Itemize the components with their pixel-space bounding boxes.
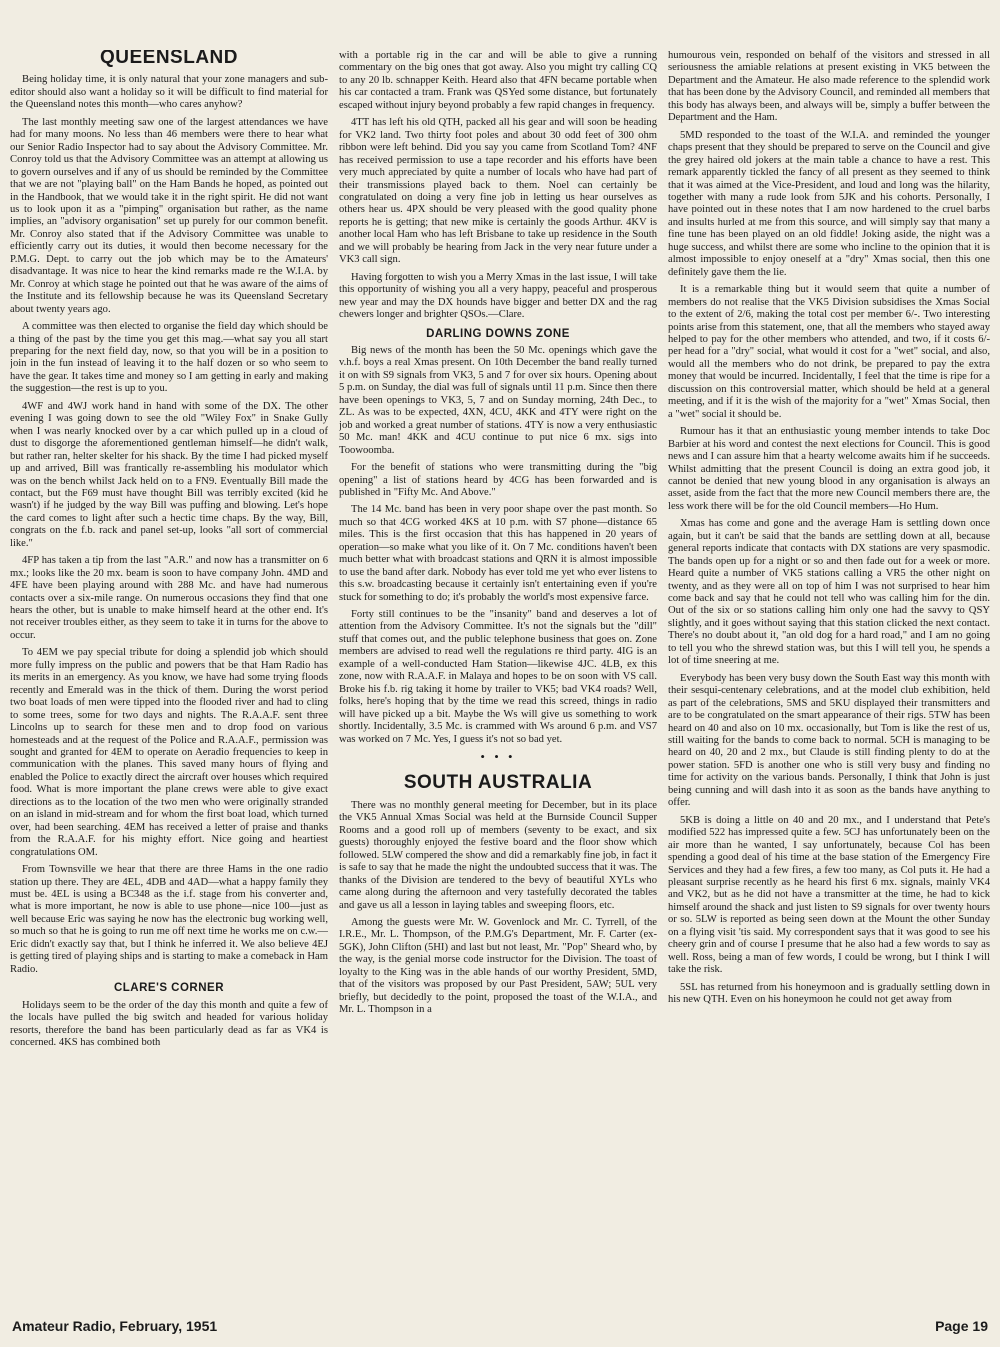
- paragraph: Everybody has been very busy down the South East way this month with their sesqui-centenary celebrations, and at the model club exhibition, held as part of the celebrations, 5MS and 5KU displayed their transmitters and are to be congratulated on the smart appearance of their rigs. 5TW has been heard on 40 and also on 10 mx. occasionally, but Tom is like the rest of us, still waiting for the bands to come back to normal. 5CH is managing to be heard on 40, 20 and 2 mx., but Claude is still finding plenty to do at the power station. 5FD is another one who is still very busy and finding no time for activity on the various bands. Personally, I think that John is just being cunning and will dash into it as soon as the bands have anything to offer.: [668, 672, 990, 809]
- paragraph: To 4EM we pay special tribute for doing a splendid job which should more fully impress on the public and powers that be that Ham Radio has its merits in an emergency. As you know, we have had some trying floods recently and Emerald was in the thick of them. During the worst period two boat loads of men were tipped into the flooded river and had to cling to some trees, some for two days and nights. The R.A.A.F. sent three Lincolns up to search for these men and to drop food on various homesteads and at the request of the Police and R.A.A.F., permission was sought and granted for 4EM to operate on Aeradio frequencies to keep in communication with the planes. This saved many hours of flying and enabled the Police to exactly direct the aircraft over houses which required food. What is more important the plane crews were able to give exact directions as to the location of the two men who were originally stranded on an island in mid-stream and for whom the first boat load, which turned over, had been searching. 4EM has received a letter of praise and thanks from the R.A.A.F. for his mighty effort. Nice going and heartiest congratulations OM.: [10, 647, 328, 858]
- paragraph: 5MD responded to the toast of the W.I.A. and reminded the younger chaps present that they should be prepared to serve on the Council and give the grey haired old jokers at the main table a chance to have a rest. This remark apparently tickled the fancy of all present as they seemed to think that it was aimed at the Vice-President, and loud and long was the hilarity, together with many a rude look from 5JK and his cohorts. Personally, I have pointed out in these notes that I am now hardened to the cruel barbs and insults hurled at me from this source, and will simply say that many a fine tune has been played on an old fiddle! Joking aside, the night was a huge success, and whilst there are some who incline to the opinion that it is almost impossible to enjoy oneself at a "dry" Xmas social, then this one definitely gave them the lie.: [668, 129, 990, 278]
- section-heading-queensland: QUEENSLAND: [99, 50, 238, 68]
- subheading-darling-downs-zone: DARLING DOWNS ZONE: [426, 327, 570, 340]
- paragraph: with a portable rig in the car and will be able to give a running commentary on the big ones that got away. Also you might try calling CQ to any 20 lb. schnapper Keith. Heard also that 4FN became portable when his car contacted a tram. Frank was QSYed some distance, but fortunately escaped without injury beyond probably a few rapid changes in frequency.: [339, 50, 657, 111]
- section-heading-south-australia: SOUTH AUSTRALIA: [403, 772, 593, 794]
- column-3: [668, 50, 990, 1315]
- paragraph: Being holiday time, it is only natural that your zone managers and sub-editor should also want a holiday so it will be difficult to find material for the Queensland notes this month—who cares anyhow?: [10, 74, 328, 111]
- paragraph: 5KB is doing a little on 40 and 20 mx., and I understand that Pete's modified 522 has impressed quite a few. 5CJ has unfortunately been on the air more than he wanted, I say unfortunately, because Col has been spending a good deal of his time at the base station of the Emergency Fire Services and they had a few fires, a few too many, as Col puts it. He had a pleasant surprise recently as he heard his first 6 mx. signals, mainly VK4 and VK2, but as he did not have a transmitter at the time, he had to kick himself around the shack and just listen to S9 signals for over twenty hours or so. 5LW is reported as being seen down at the Mount the other Sunday on a flying visit 'tis said. My correspondent says that it was good to see his cheery grin and of course I presume that he also had a few words to say as well. Ross, being a man of few words, I could be wrong, but I think I will take the risk.: [668, 814, 990, 976]
- column-1: [10, 50, 328, 1315]
- paragraph: 4TT has left his old QTH, packed all his gear and will soon be heading for VK2 land. Two thirty foot poles and about 30 odd feet of 300 ohm ribbon were left behind. Did you say you came from Scotland Tom? 4NF has received permission to use a tape recorder and his efforts have been very much appreciated by quite a number of locals who have had part of their transmissions played back to them. Noel can certainly be congratulated on doing a very fine job in letting us hear ourselves as others hear us. 4PX should be very pleased with the good quality phone reports he is getting; that new mike is certainly the goods Arthur. 4KV is another local Ham who has left Brisbane to take up residence in the South and we will probably be hearing from Jack in the very near future under a VK3 call sign.: [339, 117, 657, 266]
- paragraph: There was no monthly general meeting for December, but in its place the VK5 Annual Xmas Social was held at the Burnside Council Supper Rooms and a good roll up of members (seventy to be exact, and six guests) thoroughly enjoyed the festive board and the floor show which followed. 5LW compered the show and did a remarkably fine job, in fact it is safe to say that he made the night the undoubted success that it was. The thanks of the Division are tendered to the bevy of beautiful XYLs who came along during the afternoon and very tastefully decorated the tables and gave us all a lesson in laying tables and sweeping floors, etc.: [339, 799, 657, 911]
- paragraph: It is a remarkable thing but it would seem that quite a number of members do not realise that the VK5 Division subsidises the Xmas Social to the extent of 2/6, making the total cost per member 6/-. Two interesting points arise from this statement, one, that all the members who stayed away helped to pay for the other members who attended, and two, if it costs 6/- per head for a "dry" social, what would it cost for a "wet" social, and also, would all the members who do not drink, be prepared to pay the extra money that would be incurred. Incidentally, I feel that the time is ripe for a discussion on this controversial matter, which should be held at a general meeting, and if it is the wish of the majority for a "wet" Xmas Social, then a "wet" social it should be.: [668, 284, 990, 420]
- publication-info: Amateur Radio, February, 1951: [12, 1318, 218, 1334]
- column-2: [339, 50, 657, 1315]
- paragraph: Forty still continues to be the "insanity" band and deserves a lot of attention from the Advisory Committee. It's not the signals but the "dill" stuff that comes out, and the public telephone business that goes on. Zone members are advised to read well the regulations re third party. 4IG is an example of a well-conducted Ham Station—likewise 4JC. 4LB, ex this zone, now with R.A.A.F. in Malaya and hopes to be on soon with VS call. Broke his f.b. rig taking it home by trailer to VK5; bad VK4 roads? Well, folks, here's hoping that by the time we read this screed, things in radio will have picked up a bit. Maybe the Ws will give us something to work shortly. Incidentally, 3.5 Mc. is crammed with Ws around 6 p.m. and VS7 was worked on 7 Mc. Yes, I guess it's not so bad yet.: [339, 609, 657, 745]
- paragraph: The last monthly meeting saw one of the largest attendances we have had for many moons. No less than 46 members were there to hear what our Senior Radio Inspector had to say about the Advisory Committee. Mr. Conroy told us that the Advisory Committee was an attempt at allowing us to govern ourselves and if any of us should be reminded by the Committee that we are not "playing ball" on the Ham Bands he hoped, as pointed out in the Handbook, that we would take it in the right spirit. He did not want us to look upon it as a "pimping" organisation but rather, as the name implies, an "advisory organisation" set up purely for our common benefit. Mr. Conroy also stated that if the Advisory Committee was unable to efficiently carry out its duties, it would then become necessary for the P.M.G. Dept. to carry out the job which may be to the Amateurs' disadvantage. It was nice to hear the kind remarks made re the W.I.A. by Mr. Conroy at which stage he pointed out that he was aware of the aims of the Institute and its fellowship because he was its Queensland Secretary about twenty years ago.: [10, 116, 328, 315]
- paragraph: Having forgotten to wish you a Merry Xmas in the last issue, I will take this opportunity of wishing you all a very happy, peaceful and prosperous new year and may the DX hounds have bigger and better DX and the rag chewers longer and brighter QSOs.—Clare.: [339, 271, 657, 321]
- paragraph: Rumour has it that an enthusiastic young member intends to take Doc Barbier at his word and contest the next elections for Council. This is good news and I can assure him that a hearty welcome awaits him if he succeeds. Whilst admitting that the present Council is doing an extra good job, it cannot be denied that new young blood in any organisation is always an asset, aside from the fact that the more new Council members there are, the less work there will be for the old Council members—Ho Hum.: [668, 426, 990, 512]
- paragraph: Holidays seem to be the order of the day this month and quite a few of the locals have pulled the big switch and headed for various holiday resorts, therefore the band has been particularly dead as far as VK4 is concerned. 4KS has combined both: [10, 999, 328, 1048]
- subheading-clares-corner: CLARE'S CORNER: [113, 982, 225, 995]
- paragraph: The 14 Mc. band has been in very poor shape over the past month. So much so that 4CG worked 4KS at 10 p.m. with S7 phone—distance 65 miles. This is the first occasion that this has happened in 20 years of operation—so make what you like of it. On 7 Mc. conditions haven't been much better what with broadcast stations and QRN it is almost impossible to use the band after dark. Nobody has ever told me yet who ever listens to this s.w. broadcasting because it certainly isn't entertaining even if you're stuck for something to do; it's probably the world's most expensive farce.: [339, 504, 657, 603]
- paragraph: 4FP has taken a tip from the last "A.R." and now has a transmitter on 6 mx.; looks like the 20 mx. beam is soon to have company John. 4MD and 4FE have been playing around with 288 Mc. and have had numerous contacts over a six-mile range. On numerous occasions they find that one hears the other, but is unable to make himself heard at the other end. It's not receiver troubles either, as they seem to take it in turns for the above to occur.: [10, 555, 328, 641]
- paragraph: 5SL has returned from his honeymoon and is gradually settling down in his new QTH. Even on his honeymoon he could not get away from: [668, 981, 990, 1006]
- paragraph: Xmas has come and gone and the average Ham is settling down once again, but it can't be said that the bands are settling down at all, because general reports indicate that contacts with DX stations are very spasmodic. The bands open up for a night or so and then fade out for a week or more. Heard quite a number of VK5 stations calling a VR5 the other night on twenty, and as they were all on top of him I was not surprised to hear him come back and say that he could not tell who was calling him for the din. Out of the six or so stations calling him only one had the savvy to QSY slightly, and it goes without saying that this station clicked the next contact. There's no doubt about it, "an old dog for a hard road," and I am no going to tell you who the shrewd station was, but this I will tell you, he spends a lot of time sneering at me.: [668, 518, 990, 667]
- paragraph: 4WF and 4WJ work hand in hand with some of the DX. The other evening I was going down to see the old "Wiley Fox" in Snake Gully when I was nearly knocked over by a car which pulled up in a cloud of dust to disgorge the aforementioned gentleman himself—he didn't walk, but rather ran, helter skelter for his shack. By the time I had picked myself up and arrived, Bill was frantically re-assembling his modulator which was on the bench whilst Jack held on to a FN9. Eventually Bill made the contact, but the F69 must have thought Bill was terribly excited (kid he wasn't) if he judged by the way Bill was puffing and blowing. Let's hope the card comes to light after such a hectic time chaps. By the way, Bill, congrats on the f.b. rack and panel set-up, looks "all sort of commercial like.": [10, 400, 328, 549]
- queensland-body: [10, 74, 328, 976]
- page-number: Page 19: [935, 1318, 988, 1334]
- paragraph: From Townsville we hear that there are three Hams in the one radio station up there. They are 4EL, 4DB and 4AD—what a happy family they must be. 4EL is using a BC348 as the i.f. stage from his converter and, what is more important, he now is able to use phone—nice 100—just as well because Eric was saying he now has the electronic bug working well, so much so that he is going to run me off next time he works me on c.w.—Eric didn't exactly say that, but I think he inferred it. We also believe 4EJ is getting tired of playing ships and is starting to make a comeback in Ham Radio.: [10, 864, 328, 975]
- paragraph: Big news of the month has been the 50 Mc. openings which gave the v.h.f. boys a real Xmas present. On 10th December the band really turned it on with S9 signals from VK3, 5 and 7 for over six hours. Opening about 5 p.m. on Sunday, the dial was full of signals until 11 p.m. Since then there have been openings to VK3, 5, 7 and on Sunday morning, 24th Dec., to ZL. As was to be expected, 4XN, 4CU, 4KK and 4TY were right on the job and worked a great number of stations. 4TY is now a very enthusiastic 50 Mc. man! 4KK and 4CU continue to put nice 6 mx. sigs into Toowoomba.: [339, 344, 657, 456]
- paragraph: humourous vein, responded on behalf of the visitors and stressed in all seriousness the amiable relations at present existing in VK5 between the Department and the Amateur. He also made reference to the splendid work that has been done by the Advisory Council, and reminded all members that this body has always been, and always will be, simply a buffer between the Department and the Ham.: [668, 50, 990, 124]
- section-divider: • • •: [480, 749, 516, 765]
- page-footer: [12, 1318, 988, 1334]
- paragraph: A committee was then elected to organise the field day which should be a thing of the past by the time you get this mag.—what say you all start preparing for the next field day, now, so that you will be in a position to join in the fun instead of leaving it to the half dozen or so who seem to have the gear. It takes time and money so I am getting in early and making the suggestion—the rest is up to you.: [10, 321, 328, 395]
- paragraph: For the benefit of stations who were transmitting during the "big opening" a list of stations heard by 4CG has been forwarded and is published in "Fifty Mc. And Above.": [339, 462, 657, 498]
- paragraph: Among the guests were Mr. W. Govenlock and Mr. C. Tyrrell, of the I.R.E., Mr. L. Thompson, of the P.M.G's Department, Mr. F. Carter (ex-5GK), John Clifton (5HI) and last but not least, Mr. "Pop" Sheard who, by the way, is the genial morse code instructor for the Division. The toast of loyalty to the King was in the able hands of our worthy President, 5MD, that of the visitors was proposed by our Past President, 5AW; 5UL very briefly, but decidedly to the point, proposed the toast of the W.I.A., and Mr. L. Thompson in a: [339, 917, 657, 1016]
